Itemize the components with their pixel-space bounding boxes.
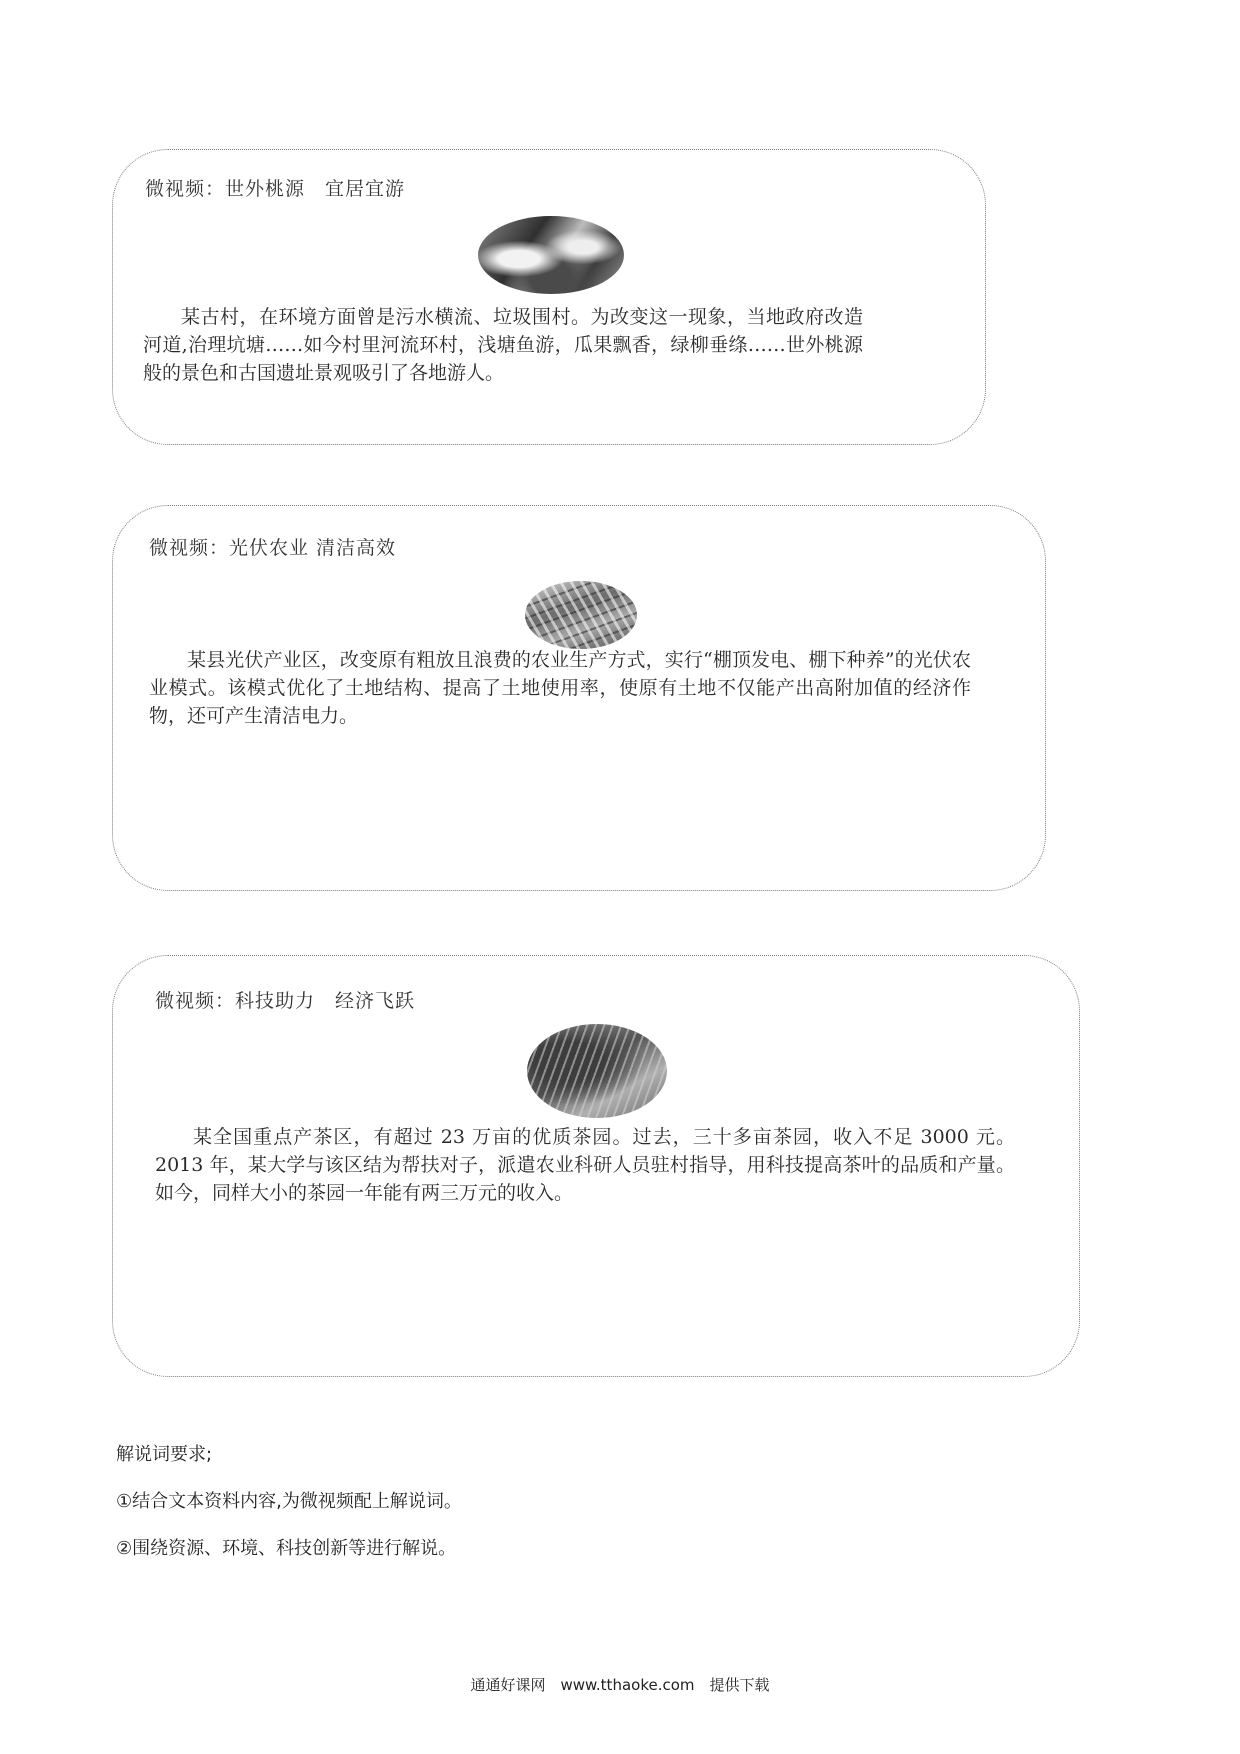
micro-video-card-3 bbox=[112, 955, 1080, 1377]
tea-garden-photo-icon bbox=[527, 1024, 667, 1118]
requirement-item: ②围绕资源、环境、科技创新等进行解说。 bbox=[116, 1538, 457, 1559]
card-title: 微视频：世外桃源 宜居宜游 bbox=[145, 178, 406, 200]
requirement-item: ①结合文本资料内容,为微视频配上解说词。 bbox=[116, 1491, 462, 1512]
micro-video-card-1 bbox=[112, 149, 986, 445]
village-photo-icon bbox=[478, 216, 624, 294]
card-title: 微视频：科技助力 经济飞跃 bbox=[155, 990, 416, 1012]
narration-requirements bbox=[116, 1444, 462, 1585]
solar-panels-photo-icon bbox=[525, 581, 637, 649]
card-title: 微视频：光伏农业 清洁高效 bbox=[149, 537, 397, 559]
card-body-text: 某县光伏产业区，改变原有粗放且浪费的农业生产方式，实行“棚顶发电、棚下种养”的光伏农业模式。该模式优化了土地结构、提高了土地使用率，使原有土地不仅能产出高附加值的经济作物，还可产生清洁电力。 bbox=[149, 649, 971, 727]
card-body-text: 某古村，在环境方面曾是污水横流、垃圾围村。为改变这一现象，当地政府改造河道,治理坑塘……如今村里河流环村，浅塘鱼游，瓜果飘香，绿柳垂绦……世外桃源般的景色和古国遗址景观吸引了各地游人。 bbox=[143, 306, 863, 384]
micro-video-card-2 bbox=[112, 505, 1046, 891]
card-body-text: 某全国重点产茶区，有超过 23 万亩的优质茶园。过去，三十多亩茶园，收入不足 3000 元。2013 年，某大学与该区结为帮扶对子，派遣农业科研人员驻村指导，用科技提高茶叶的品质和产量。如今，同样大小的茶园一年能有两三万元的收入。 bbox=[155, 1126, 1015, 1204]
page-footer: 通通好课网 www.tthaoke.com 提供下载 bbox=[470, 1676, 770, 1694]
requirements-heading: 解说词要求; bbox=[116, 1444, 213, 1465]
